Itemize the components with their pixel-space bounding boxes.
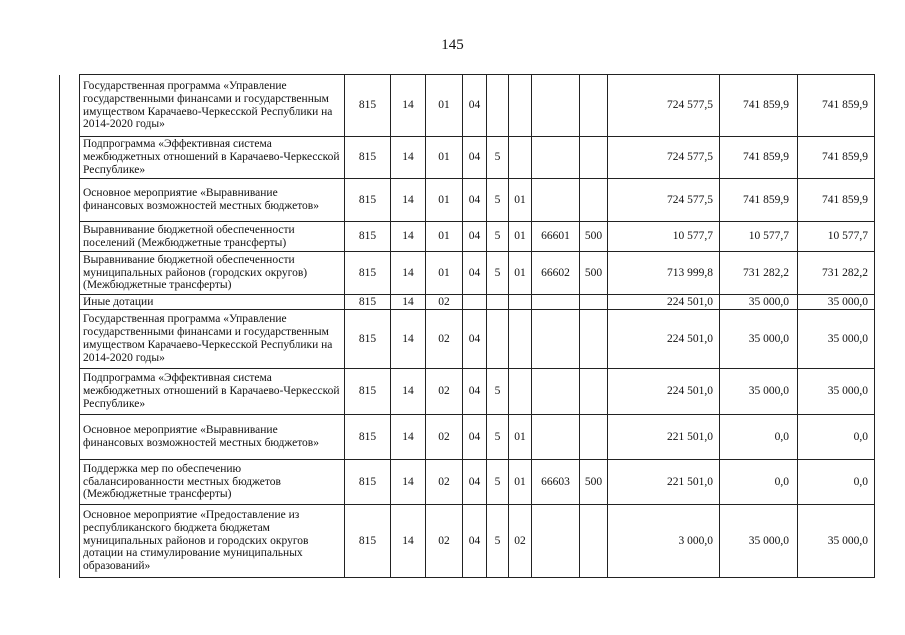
cell-rz: 14 xyxy=(391,369,426,415)
cell-gp xyxy=(463,295,487,310)
table-row xyxy=(60,295,875,310)
left-margin-cell xyxy=(60,75,80,137)
cell-ved: 815 xyxy=(345,460,391,505)
row-name: Подпрограмма «Эффективная система межбюджетных отношений в Карачаево-Черкесской Республике» xyxy=(80,137,345,179)
cell-ved: 815 xyxy=(345,75,391,137)
left-margin-cell xyxy=(60,295,80,310)
cell-pr: 02 xyxy=(426,460,463,505)
cell-vr xyxy=(580,295,608,310)
row-name: Подпрограмма «Эффективная система межбюджетных отношений в Карачаево-Черкесской Республике» xyxy=(80,369,345,415)
cell-gp: 04 xyxy=(463,310,487,369)
left-margin-cell xyxy=(60,179,80,222)
cell-pr: 02 xyxy=(426,310,463,369)
table-row xyxy=(60,310,875,369)
cell-ved: 815 xyxy=(345,369,391,415)
cell-vr xyxy=(580,505,608,578)
cell-vr xyxy=(580,75,608,137)
table-row xyxy=(60,252,875,295)
cell-sum3: 35 000,0 xyxy=(798,369,875,415)
cell-sum1: 10 577,7 xyxy=(608,222,720,252)
cell-sum1: 221 501,0 xyxy=(608,415,720,460)
cell-pr: 01 xyxy=(426,179,463,222)
cell-rz: 14 xyxy=(391,222,426,252)
row-name: Иные дотации xyxy=(80,295,345,310)
left-margin-cell xyxy=(60,310,80,369)
cell-gp: 04 xyxy=(463,460,487,505)
cell-ved: 815 xyxy=(345,179,391,222)
cell-om: 02 xyxy=(509,505,532,578)
cell-sum2: 0,0 xyxy=(720,415,798,460)
cell-dir xyxy=(532,137,580,179)
cell-ved: 815 xyxy=(345,310,391,369)
cell-rz: 14 xyxy=(391,310,426,369)
cell-om: 01 xyxy=(509,222,532,252)
left-margin-cell xyxy=(60,415,80,460)
cell-sum3: 731 282,2 xyxy=(798,252,875,295)
cell-ved: 815 xyxy=(345,252,391,295)
cell-sum3: 741 859,9 xyxy=(798,137,875,179)
table-row xyxy=(60,369,875,415)
cell-sum1: 713 999,8 xyxy=(608,252,720,295)
cell-rz: 14 xyxy=(391,415,426,460)
cell-pr: 01 xyxy=(426,252,463,295)
cell-sum2: 35 000,0 xyxy=(720,310,798,369)
cell-vr: 500 xyxy=(580,460,608,505)
cell-ved: 815 xyxy=(345,222,391,252)
row-name: Основное мероприятие «Выравнивание финансовых возможностей местных бюджетов» xyxy=(80,179,345,222)
row-name: Выравнивание бюджетной обеспеченности муниципальных районов (городских округов) (Межбюджетные трансферты) xyxy=(80,252,345,295)
cell-sum1: 224 501,0 xyxy=(608,369,720,415)
budget-table xyxy=(59,74,875,578)
cell-pp: 5 xyxy=(487,415,509,460)
cell-pr: 02 xyxy=(426,295,463,310)
cell-pp: 5 xyxy=(487,369,509,415)
cell-dir: 66603 xyxy=(532,460,580,505)
cell-ved: 815 xyxy=(345,505,391,578)
cell-pr: 02 xyxy=(426,369,463,415)
table-row xyxy=(60,505,875,578)
table-row xyxy=(60,222,875,252)
cell-pr: 01 xyxy=(426,137,463,179)
cell-dir: 66602 xyxy=(532,252,580,295)
cell-sum2: 731 282,2 xyxy=(720,252,798,295)
cell-vr xyxy=(580,179,608,222)
row-name: Основное мероприятие «Предоставление из республиканского бюджета бюджетам муниципальных районов и городских округов дотации на стимулирование муниципальных образований» xyxy=(80,505,345,578)
cell-pp: 5 xyxy=(487,505,509,578)
cell-vr xyxy=(580,415,608,460)
left-margin-cell xyxy=(60,252,80,295)
cell-sum2: 741 859,9 xyxy=(720,179,798,222)
cell-sum1: 224 501,0 xyxy=(608,295,720,310)
cell-sum2: 35 000,0 xyxy=(720,295,798,310)
cell-rz: 14 xyxy=(391,137,426,179)
cell-rz: 14 xyxy=(391,75,426,137)
cell-rz: 14 xyxy=(391,460,426,505)
cell-vr: 500 xyxy=(580,222,608,252)
cell-pr: 02 xyxy=(426,505,463,578)
cell-pr: 02 xyxy=(426,415,463,460)
cell-sum1: 3 000,0 xyxy=(608,505,720,578)
table-row xyxy=(60,460,875,505)
cell-sum2: 35 000,0 xyxy=(720,505,798,578)
cell-sum3: 35 000,0 xyxy=(798,505,875,578)
cell-gp: 04 xyxy=(463,222,487,252)
table-row xyxy=(60,137,875,179)
row-name: Поддержка мер по обеспечению сбалансированности местных бюджетов (Межбюджетные трансферты) xyxy=(80,460,345,505)
row-name: Выравнивание бюджетной обеспеченности поселений (Межбюджетные трансферты) xyxy=(80,222,345,252)
cell-pp: 5 xyxy=(487,179,509,222)
cell-rz: 14 xyxy=(391,179,426,222)
cell-gp: 04 xyxy=(463,252,487,295)
table-row xyxy=(60,415,875,460)
cell-om xyxy=(509,310,532,369)
cell-pp: 5 xyxy=(487,252,509,295)
cell-om: 01 xyxy=(509,252,532,295)
cell-om: 01 xyxy=(509,179,532,222)
cell-pp: 5 xyxy=(487,460,509,505)
row-name: Государственная программа «Управление государственными финансами и государственным имуществом Карачаево-Черкесской Республики на 2014-2020 годы» xyxy=(80,310,345,369)
cell-sum1: 224 501,0 xyxy=(608,310,720,369)
cell-gp: 04 xyxy=(463,75,487,137)
left-margin-cell xyxy=(60,505,80,578)
cell-om: 01 xyxy=(509,415,532,460)
cell-om xyxy=(509,75,532,137)
cell-sum2: 741 859,9 xyxy=(720,137,798,179)
cell-sum1: 724 577,5 xyxy=(608,179,720,222)
cell-dir xyxy=(532,505,580,578)
cell-vr xyxy=(580,369,608,415)
cell-gp: 04 xyxy=(463,137,487,179)
cell-pp xyxy=(487,75,509,137)
table-row xyxy=(60,179,875,222)
cell-dir xyxy=(532,179,580,222)
left-margin-cell xyxy=(60,222,80,252)
cell-sum1: 221 501,0 xyxy=(608,460,720,505)
cell-dir xyxy=(532,295,580,310)
cell-om xyxy=(509,137,532,179)
cell-sum1: 724 577,5 xyxy=(608,75,720,137)
cell-sum2: 741 859,9 xyxy=(720,75,798,137)
cell-om: 01 xyxy=(509,460,532,505)
cell-dir: 66601 xyxy=(532,222,580,252)
cell-dir xyxy=(532,369,580,415)
cell-pp xyxy=(487,295,509,310)
left-margin-cell xyxy=(60,137,80,179)
cell-gp: 04 xyxy=(463,369,487,415)
page-number: 145 xyxy=(441,37,464,53)
left-margin-cell xyxy=(60,460,80,505)
cell-vr xyxy=(580,310,608,369)
cell-dir xyxy=(532,415,580,460)
cell-dir xyxy=(532,75,580,137)
cell-ved: 815 xyxy=(345,415,391,460)
cell-sum3: 741 859,9 xyxy=(798,75,875,137)
cell-sum2: 35 000,0 xyxy=(720,369,798,415)
left-margin-cell xyxy=(60,369,80,415)
row-name: Основное мероприятие «Выравнивание финансовых возможностей местных бюджетов» xyxy=(80,415,345,460)
cell-sum2: 10 577,7 xyxy=(720,222,798,252)
cell-pr: 01 xyxy=(426,75,463,137)
table-row xyxy=(60,75,875,137)
cell-sum2: 0,0 xyxy=(720,460,798,505)
cell-sum3: 0,0 xyxy=(798,460,875,505)
cell-ved: 815 xyxy=(345,295,391,310)
cell-dir xyxy=(532,310,580,369)
cell-om xyxy=(509,295,532,310)
cell-rz: 14 xyxy=(391,252,426,295)
cell-sum3: 35 000,0 xyxy=(798,310,875,369)
cell-sum3: 35 000,0 xyxy=(798,295,875,310)
cell-sum1: 724 577,5 xyxy=(608,137,720,179)
cell-sum3: 10 577,7 xyxy=(798,222,875,252)
cell-pr: 01 xyxy=(426,222,463,252)
cell-vr xyxy=(580,137,608,179)
cell-gp: 04 xyxy=(463,179,487,222)
cell-pp xyxy=(487,310,509,369)
cell-om xyxy=(509,369,532,415)
cell-rz: 14 xyxy=(391,295,426,310)
cell-pp: 5 xyxy=(487,137,509,179)
cell-ved: 815 xyxy=(345,137,391,179)
cell-gp: 04 xyxy=(463,505,487,578)
cell-vr: 500 xyxy=(580,252,608,295)
row-name: Государственная программа «Управление государственными финансами и государственным имуществом Карачаево-Черкесской Республики на 2014-2020 годы» xyxy=(80,75,345,137)
cell-rz: 14 xyxy=(391,505,426,578)
cell-sum3: 0,0 xyxy=(798,415,875,460)
cell-sum3: 741 859,9 xyxy=(798,179,875,222)
cell-gp: 04 xyxy=(463,415,487,460)
cell-pp: 5 xyxy=(487,222,509,252)
